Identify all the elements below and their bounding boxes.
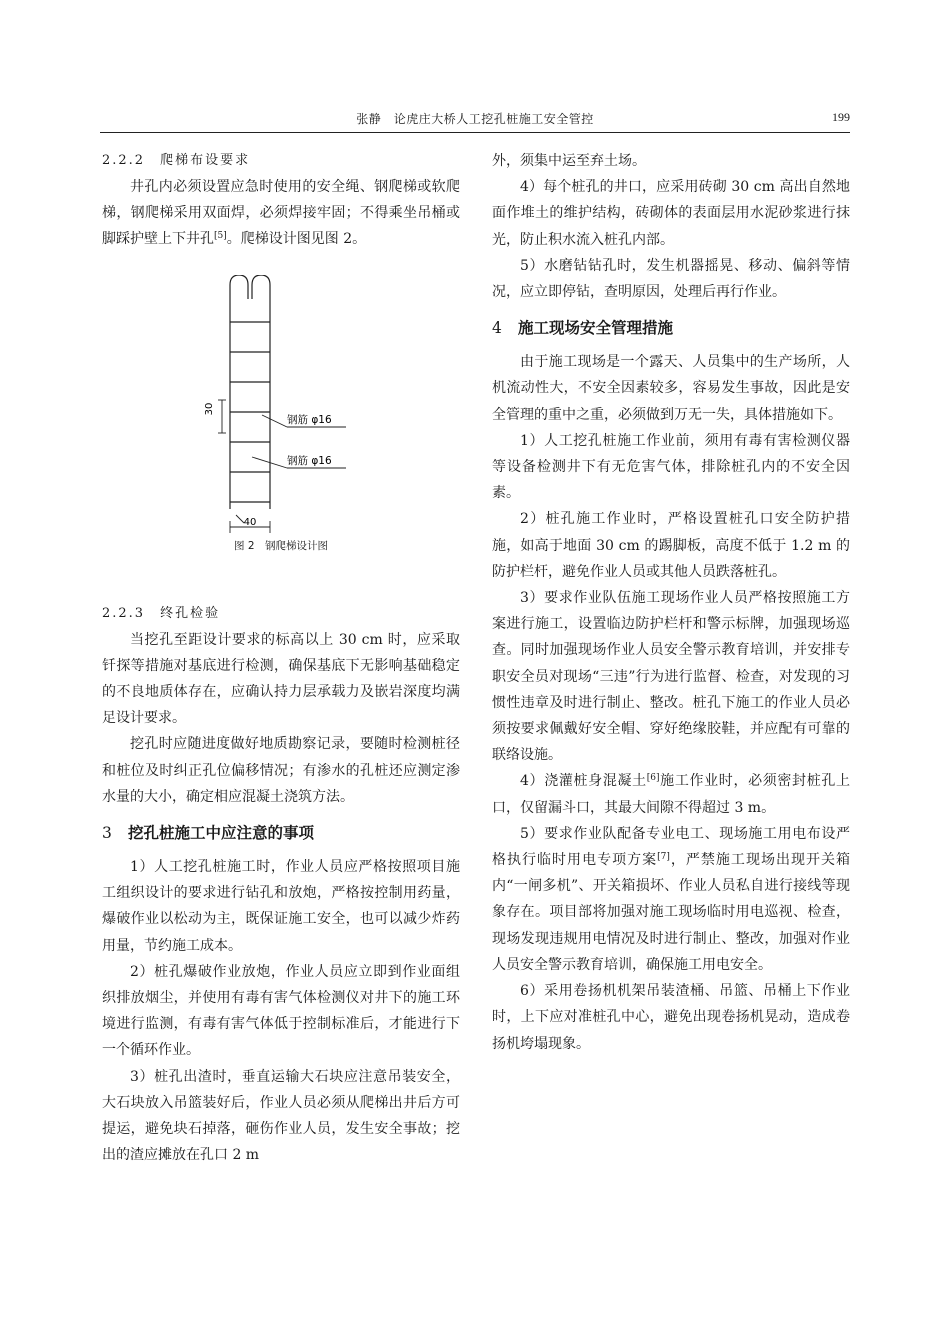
paragraph: 2）桩孔施工作业时，严格设置桩孔口安全防护措施，如高于地面 30 cm 的踢脚板，高度不低于 1.2 m 的防护栏杆，避免作业人员或其他人员跌落桩孔。 [492, 511, 850, 580]
subsection-heading-2-2-3: 2.2.3 终孔检验 [102, 605, 221, 621]
paragraph: 2）桩孔爆破作业放炮，作业人员应立即到作业面组织排放烟尘，并使用有毒有害气体检测仪对井下的施工环境进行监测，有毒有害气体低于控制标准后，才能进行下一个循环作业。 [102, 963, 460, 1059]
paragraph [102, 174, 460, 253]
text-run: 4）浇灌桩身混凝土 [520, 773, 647, 790]
citation-ref[interactable]: [6] [646, 773, 660, 784]
rebar-label: 钢筋 φ16 [287, 413, 332, 426]
paragraph: 5）水磨钻钻孔时，发生机器摇晃、移动、偏斜等情况，应立即停钻，查明原因，处理后再行作业。 [492, 257, 850, 301]
dimension-40-label: 40 [243, 516, 257, 528]
paragraph: 当挖孔至距设计要求的标高以上 30 cm 时，应采取钎探等措施对基底进行检测，确保基底下无影响基础稳定的不良地质体存在，应确认持力层承载力及嵌岩深度均满足设计要求。 [102, 631, 460, 727]
paragraph: 3）要求作业队伍施工现场作业人员严格按照施工方案进行施工，设置临边防护栏杆和警示标牌，加强现场巡查。同时加强现场作业人员安全警示教育培训，并安排专职安全员对现场“三违”行为进行监督、检查，对发现的习惯性违章及时进行制止、整改。桩孔下施工的作业人员必须按要求佩戴好安全帽、穿好绝缘胶鞋，并应配有可靠的联络设施。 [492, 590, 850, 764]
running-header-title: 张静 论虎庄大桥人工挖孔桩施工安全管控 [356, 112, 594, 126]
text-run: 施工作业时，必须密封桩孔上口，仅留漏斗口，其最大间隙不得超过 3 m。 [492, 773, 850, 816]
citation-ref[interactable]: [7] [657, 852, 670, 863]
text-run: ，严禁施工现场出现开关箱内“一闸多机”、开关箱损坏、作业人员私自进行接线等现象存在。项目部将加强对施工现场临时用电巡视、检查，现场发现违规用电情况及时进行制止、整改，加强对作业人员安全警示教育培训，确保施工用电安全。 [492, 852, 851, 973]
right-column [492, 148, 850, 1057]
section-number: 4 [492, 319, 502, 338]
page-number: 199 [832, 110, 850, 124]
citation-ref[interactable]: [5] [214, 231, 227, 242]
section-title: 施工现场安全管理措施 [518, 318, 674, 338]
paragraph: 由于施工现场是一个露天、人员集中的生产场所，人机流动性大，不安全因素较多，容易发生事故，因此是安全管理的重中之重，必须做到万无一失，具体措施如下。 [492, 354, 850, 423]
section-number: 3 [102, 824, 112, 843]
running-header [100, 106, 850, 133]
paragraph: 6）采用卷扬机机架吊装渣桶、吊篮、吊桶上下作业时，上下应对准桩孔中心，避免出现卷扬机晃动，造成卷扬机垮塌现象。 [492, 983, 850, 1052]
paragraph [492, 821, 850, 978]
section-title: 挖孔桩施工中应注意的事项 [128, 823, 315, 843]
left-column [102, 148, 460, 1168]
paragraph: 1）人工挖孔桩施工作业前，须用有毒有害检测仪器等设备检测井下有无危害气体，排除桩孔内的不安全因素。 [492, 432, 850, 502]
paragraph-continuation: 外，须集中运至弃土场。 [492, 153, 646, 169]
text-run: 5）要求作业队配备专业电工、现场施工用电布设严格执行临时用电专项方案 [492, 825, 850, 869]
ladder-rungs [230, 322, 270, 502]
dimension-30 [218, 400, 226, 433]
dimension-30-label: 30 [204, 402, 215, 415]
ladder-left-hook [230, 275, 248, 305]
figure-ladder-design [102, 275, 460, 577]
section-heading-4 [492, 313, 850, 343]
ladder-right-hook [252, 275, 270, 305]
ladder-diagram [102, 275, 460, 537]
paragraph: 4）每个桩孔的井口，应采用砖砌 30 cm 高出自然地面作堆土的维护结构，砖砌体的表面层用水泥砂浆进行抹光，防止积水流入桩孔内部。 [492, 179, 850, 248]
subsection-heading-2-2-2: 2.2.2 爬梯布设要求 [102, 153, 251, 168]
paragraph: 挖孔时应随进度做好地质勘察记录，要随时检测桩径和桩位及时纠正孔位偏移情况；有渗水的孔桩还应测定渗水量的大小，确定相应混凝土浇筑方法。 [102, 736, 460, 805]
text-run: 。爬梯设计图见图 2。 [226, 231, 367, 248]
section-heading-3 [102, 818, 460, 848]
paragraph: 1）人工挖孔桩施工时，作业人员应严格按照项目施工组织设计的要求进行钻孔和放炮，严格按控制用药量，爆破作业以松动为主，既保证施工安全，也可以减少炸药用量，节约施工成本。 [102, 859, 460, 954]
paragraph: 3）桩孔出渣时，垂直运输大石块应注意吊装安全，大石块放入吊篮装好后，作业人员必须从爬梯出井后方可提运，避免块石掉落，砸伤作业人员，发生安全事故；挖出的渣应摊放在孔口 2 m [102, 1068, 460, 1164]
text-run: 井孔内必须设置应急时使用的安全绳、钢爬梯或软爬梯，钢爬梯采用双面焊，必须焊接牢固；不得乘坐吊桶或脚踩护壁上下井孔 [102, 179, 460, 248]
figure-caption: 图 2 钢爬梯设计图 [233, 539, 329, 552]
paragraph [492, 768, 850, 820]
rebar-label: 钢筋 φ16 [287, 454, 332, 467]
